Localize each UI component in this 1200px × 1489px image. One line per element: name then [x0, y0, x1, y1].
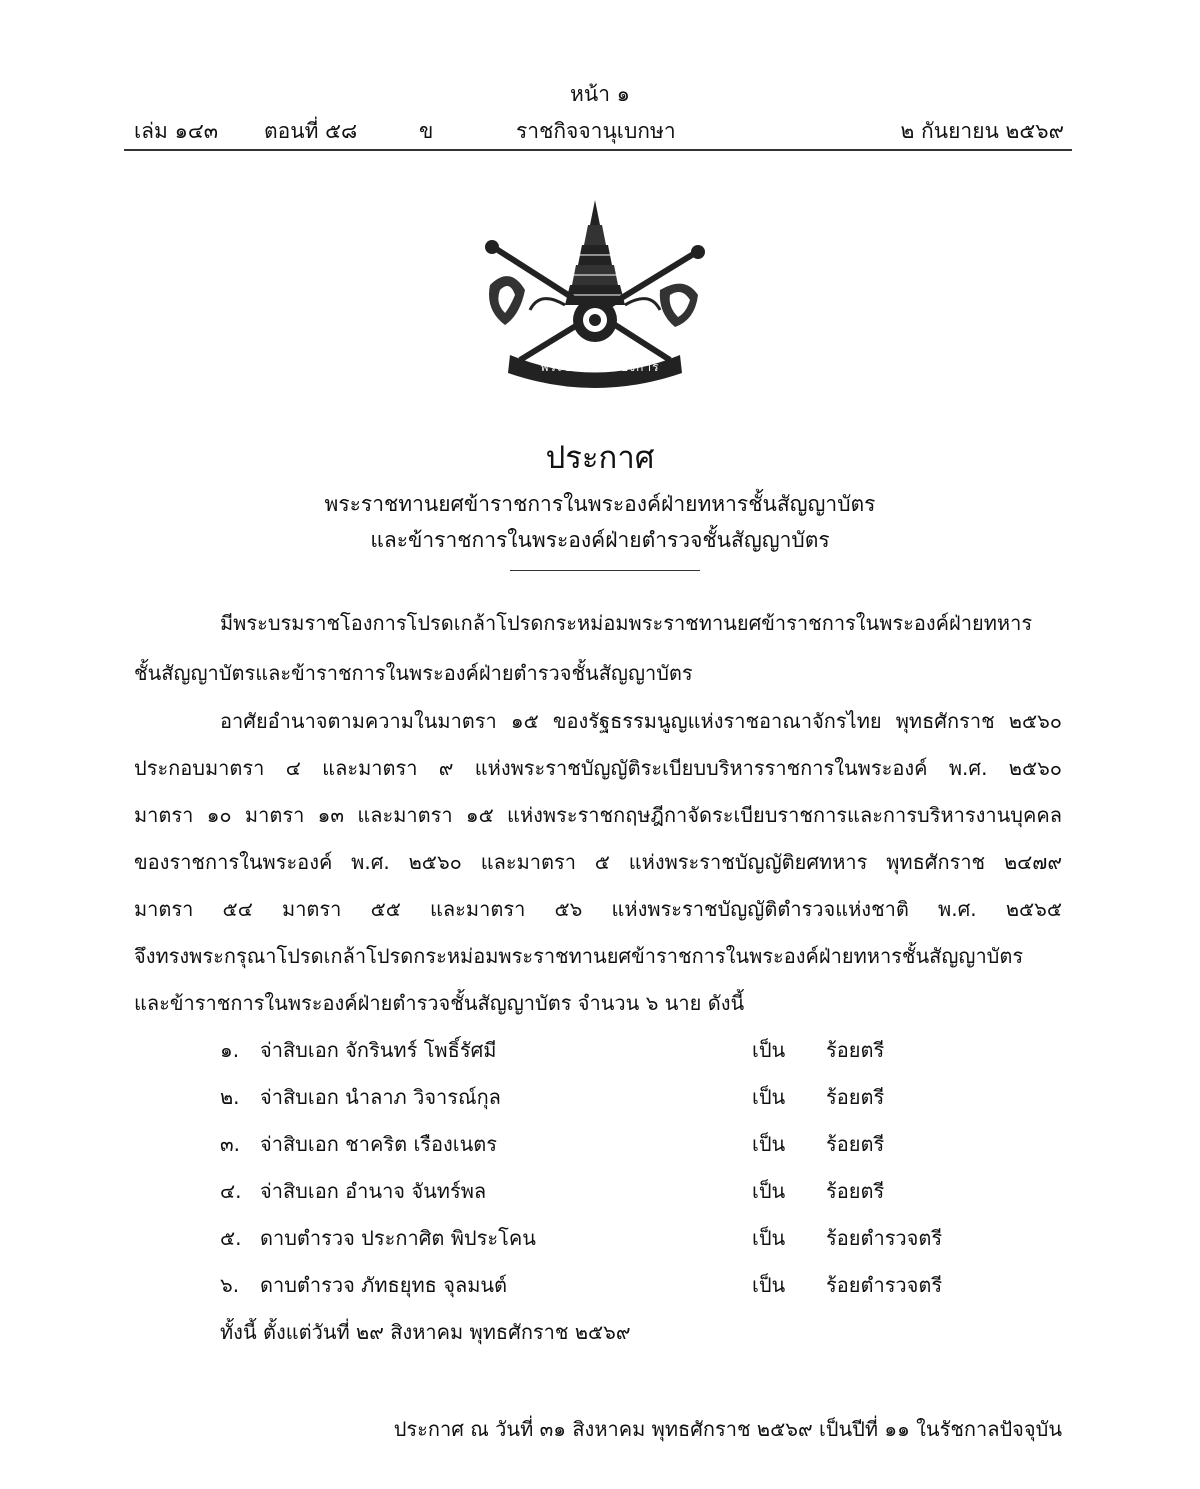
appointee-rank: ร้อยตรี	[826, 1038, 885, 1062]
appointee-row	[0, 1128, 1200, 1158]
seal-ribbon-text: พระบรมราชโองการ	[540, 360, 660, 374]
appointee-number: ๑.	[220, 1038, 240, 1062]
appointee-name: ดาบตำรวจ ประกาศิต พิประโคน	[260, 1226, 536, 1250]
appointee-verb: เป็น	[752, 1085, 786, 1109]
appointee-row	[0, 1222, 1200, 1252]
appointee-rank: ร้อยตรี	[826, 1179, 885, 1203]
appointee-row	[0, 1081, 1200, 1111]
appointee-rank: ร้อยตรี	[826, 1085, 885, 1109]
appointee-row	[0, 1175, 1200, 1205]
page-number: หน้า ๑	[570, 82, 630, 106]
appointee-number: ๖.	[220, 1273, 240, 1297]
appointee-rank: ร้อยตำรวจตรี	[826, 1273, 943, 1297]
section-type: ข	[419, 119, 434, 143]
body-paragraph-2-line-5: มาตรา ๕๔ มาตรา ๕๕ และมาตรา ๕๖ แห่งพระราชบัญญัติตำรวจแห่งชาติ พ.ศ. ๒๕๖๕	[134, 897, 1062, 921]
gazette-date: ๒ กันยายน ๒๕๖๙	[900, 119, 1064, 143]
announcement-title: ประกาศ	[545, 440, 655, 476]
body-paragraph-2-line-6: จึงทรงพระกรุณาโปรดเกล้าโปรดกระหม่อมพระราชทานยศข้าราชการในพระองค์ฝ่ายทหารชั้นสัญญาบัตร	[134, 944, 1024, 968]
appointee-verb: เป็น	[752, 1226, 786, 1250]
header-divider	[124, 149, 1072, 151]
body-paragraph-2-line-7: และข้าราชการในพระองค์ฝ่ายตำรวจชั้นสัญญาบัตร จำนวน ๖ นาย ดังนี้	[134, 991, 745, 1015]
title-divider	[510, 570, 700, 571]
appointee-number: ๕.	[220, 1226, 242, 1250]
appointee-row	[0, 1034, 1200, 1064]
gazette-name: ราชกิจจานุเบกษา	[516, 119, 676, 143]
appointee-verb: เป็น	[752, 1132, 786, 1156]
body-paragraph-2-line-2: ประกอบมาตรา ๔ และมาตรา ๙ แห่งพระราชบัญญัติระเบียบบริหารราชการในพระองค์ พ.ศ. ๒๕๖๐	[134, 756, 1062, 780]
announcement-subtitle-2: และข้าราชการในพระองค์ฝ่ายตำรวจชั้นสัญญาบัตร	[370, 528, 830, 552]
appointee-verb: เป็น	[752, 1179, 786, 1203]
effective-date: ทั้งนี้ ตั้งแต่วันที่ ๒๙ สิงหาคม พุทธศักราช ๒๕๖๙	[220, 1320, 631, 1344]
section-label: ตอนที่ ๕๘	[264, 119, 358, 143]
appointee-name: จ่าสิบเอก ชาคริต เรืองเนตร	[260, 1132, 498, 1156]
appointee-name: จ่าสิบเอก นำลาภ วิจารณ์กุล	[260, 1085, 501, 1109]
appointee-rank: ร้อยตรี	[826, 1132, 885, 1156]
closing-statement: ประกาศ ณ วันที่ ๓๑ สิงหาคม พุทธศักราช ๒๕๖๙ เป็นปีที่ ๑๑ ในรัชกาลปัจจุบัน	[393, 1417, 1062, 1441]
volume-label: เล่ม ๑๔๓	[134, 119, 219, 143]
appointee-verb: เป็น	[752, 1273, 786, 1297]
appointee-rank: ร้อยตำรวจตรี	[826, 1226, 943, 1250]
body-paragraph-1-line-1: มีพระบรมราชโองการโปรดเกล้าโปรดกระหม่อมพระราชทานยศข้าราชการในพระองค์ฝ่ายทหาร	[220, 611, 1033, 635]
appointee-name: ดาบตำรวจ ภัทธยุทธ จุลมนต์	[260, 1273, 508, 1297]
appointee-name: จ่าสิบเอก อำนาจ จันทร์พล	[260, 1179, 487, 1203]
body-paragraph-1-line-2: ชั้นสัญญาบัตรและข้าราชการในพระองค์ฝ่ายตำรวจชั้นสัญญาบัตร	[134, 661, 693, 685]
appointee-verb: เป็น	[752, 1038, 786, 1062]
appointee-number: ๓.	[220, 1132, 241, 1156]
appointee-row	[0, 1269, 1200, 1299]
body-paragraph-2-line-3: มาตรา ๑๐ มาตรา ๑๓ และมาตรา ๑๕ แห่งพระราชกฤษฎีกาจัดระเบียบราชการและการบริหารงานบุคคล	[134, 803, 1062, 827]
appointee-number: ๒.	[220, 1085, 240, 1109]
appointee-number: ๔.	[220, 1179, 242, 1203]
body-paragraph-2-line-1: อาศัยอำนาจตามความในมาตรา ๑๕ ของรัฐธรรมนูญแห่งราชอาณาจักรไทย พุทธศักราช ๒๕๖๐	[220, 709, 1062, 733]
gazette-header	[134, 115, 1064, 145]
appointee-name: จ่าสิบเอก จักรินทร์ โพธิ์รัศมี	[260, 1038, 497, 1062]
announcement-subtitle-1: พระราชทานยศข้าราชการในพระองค์ฝ่ายทหารชั้นสัญญาบัตร	[324, 492, 876, 516]
body-paragraph-2-line-4: ของราชการในพระองค์ พ.ศ. ๒๕๖๐ และมาตรา ๕ แห่งพระราชบัญญัติยศทหาร พุทธศักราช ๒๔๗๙	[134, 850, 1062, 874]
